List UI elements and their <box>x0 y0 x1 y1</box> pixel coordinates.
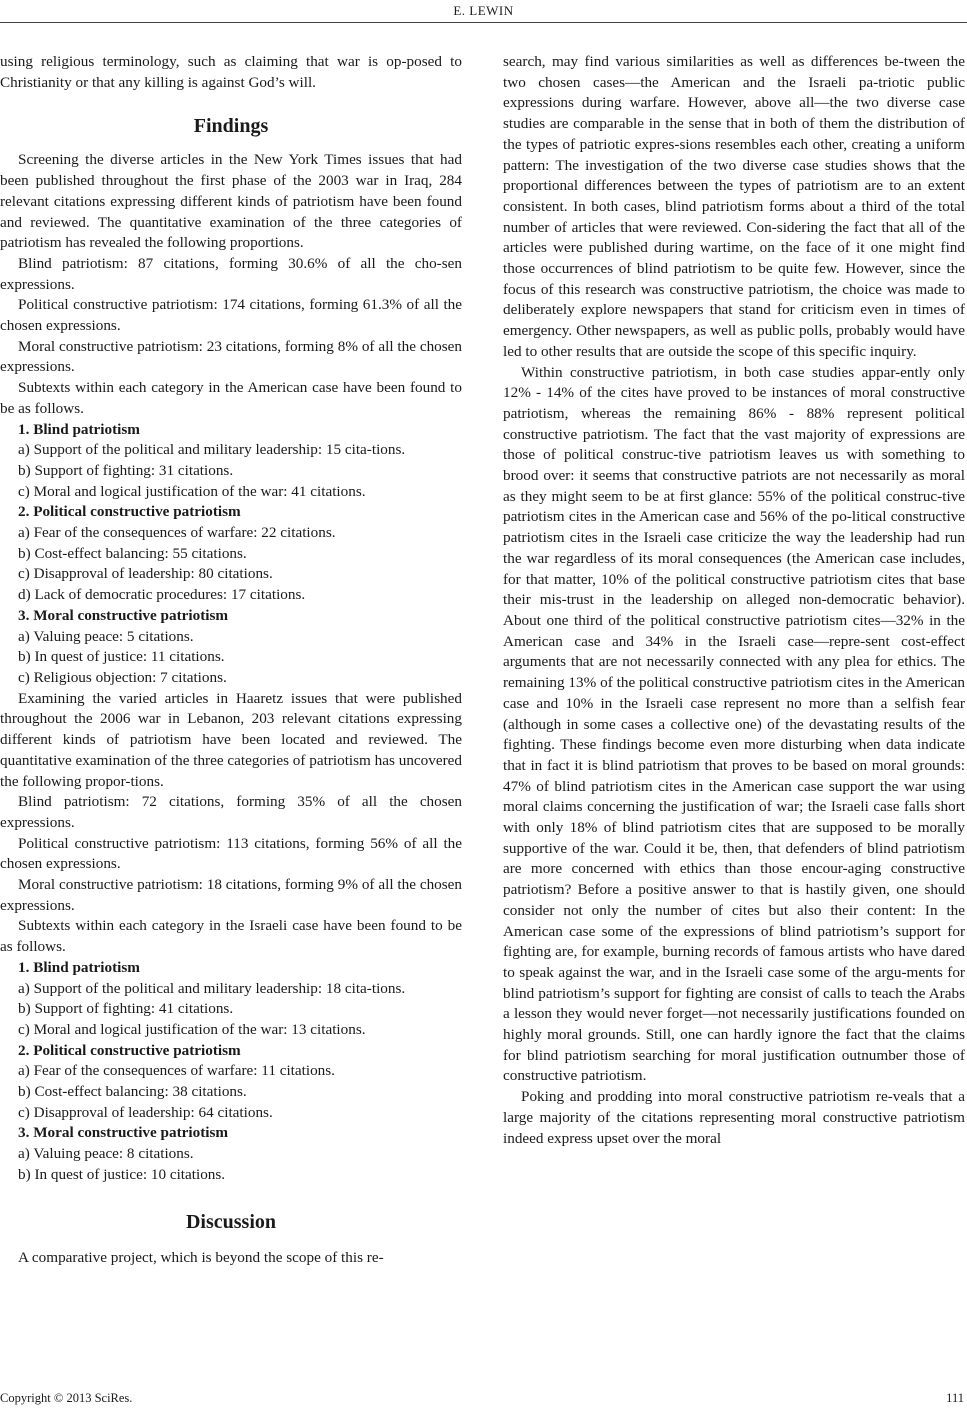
running-head: E. LEWIN <box>453 3 514 18</box>
us-political-stat: Political constructive patriotism: 174 citations, forming 61.3% of all the chosen expressions. <box>0 296 462 335</box>
findings-heading: Findings <box>193 115 269 138</box>
il-subtexts-intro: Subtexts within each category in the Israeli case have been found to be as follows. <box>0 917 462 956</box>
nyt-paragraph: Screening the diverse articles in the New York Times issues that had been published throughout the first phase of the 2003 war in Iraq, 284 relevant citations expressing different kinds of patriotism have been found and reviewed. The quantitative examination of the three categories of patriotism has revealed the following proportions. <box>0 151 462 252</box>
us-category-1-item: a) Support of the political and military leadership: 15 cita-tions. <box>18 441 406 459</box>
us-category-2-item: d) Lack of democratic procedures: 17 citations. <box>18 586 306 604</box>
il-category-2-title: 2. Political constructive patriotism <box>18 1041 241 1059</box>
right-column <box>503 52 965 1149</box>
il-category-2-item: b) Cost-effect balancing: 38 citations. <box>18 1083 247 1101</box>
us-blind-stat: Blind patriotism: 87 citations, forming 30.6% of all the cho-sen expressions. <box>0 254 462 293</box>
moral-constructive-paragraph: Poking and prodding into moral constructive patriotism re-veals that a large majority of the citations representing moral constructive patriotism indeed express upset over the moral <box>503 1088 965 1147</box>
il-category-1-item: c) Moral and logical justification of the war: 13 citations. <box>18 1020 366 1038</box>
il-category-2-item: c) Disapproval of leadership: 64 citations. <box>18 1103 273 1121</box>
us-category-3-item: b) In quest of justice: 11 citations. <box>18 648 225 666</box>
header-rule <box>0 22 967 23</box>
il-category-1-item: b) Support of fighting: 41 citations. <box>18 1000 234 1018</box>
il-category-1-item: a) Support of the political and military leadership: 18 cita-tions. <box>18 979 406 997</box>
us-category-3-title: 3. Moral constructive patriotism <box>18 606 229 624</box>
page-number: 111 <box>946 1391 964 1405</box>
discussion-paragraph-start: A comparative project, which is beyond the scope of this re- <box>18 1248 384 1266</box>
us-category-2-title: 2. Political constructive patriotism <box>18 503 241 521</box>
us-category-2-item: a) Fear of the consequences of warfare: 22 citations. <box>18 524 336 542</box>
intro-tail-paragraph: using religious terminology, such as claiming that war is op-posed to Christianity or that any killing is against God’s will. <box>0 53 462 91</box>
il-category-3-item: a) Valuing peace: 8 citations. <box>18 1145 194 1163</box>
us-category-2-item: c) Disapproval of leadership: 80 citations. <box>18 565 273 583</box>
il-category-2-item: a) Fear of the consequences of warfare: 11 citations. <box>18 1062 335 1080</box>
us-category-3-item: c) Religious objection: 7 citations. <box>18 668 227 686</box>
us-category-1-title: 1. Blind patriotism <box>18 420 140 438</box>
us-category-1-item: c) Moral and logical justification of the war: 41 citations. <box>18 482 366 500</box>
us-category-2-item: b) Cost-effect balancing: 55 citations. <box>18 544 247 562</box>
il-category-3-title: 3. Moral constructive patriotism <box>18 1124 229 1142</box>
left-column <box>0 52 462 1268</box>
haaretz-paragraph: Examining the varied articles in Haaretz issues that were published throughout the 2006 war in Lebanon, 203 relevant citations expressing different kinds of patriotism have been located and reviewed. The quantitative examination of the three categories of patriotism has uncovered the following propor-tions. <box>0 689 462 790</box>
constructive-patriotism-paragraph: Within constructive patriotism, in both case studies appar-ently only 12% - 14% of the cites have proved to be instances of moral constructive patriotism, whereas the remaining 86% - 88% represent political constructive patriotism. The fact that the vast majority of expressions are those of political construc-tive patriotism leaves us with something to brood over: it seems that constructive patriots are not necessarily as moral as they might seem to be at first glance: 55% of the political construc-tive patriotism cites in the American case and 56% of the po-litical constructive patriotism cites in the Israeli case criticize the way the leadership had run the war regardless of its moral consequences (the American case includes, for that matter, 10% of the political constructive patriotism cites that base their mis-trust in the leadership on alleged non-democratic behavior). About one third of the political constructive patriotism cites—32% in the American case and 34% in the Israeli case—repre-sent cost-effect arguments that are not necessarily connected with any plea for ethics. The remaining 13% of the political constructive patriotism cites in the American case and 10% in the Israeli case represent no more than a selfish fear (although in some cases a collective one) of the devastating results of the fighting. These findings become even more disturbing when data indicate that in fact it is blind patriotism that proves to be based on moral grounds: 47% of blind patriotism cites in the American case support the war using moral claims concerning the justification of war; the Israeli case falls short with only 18% of blind patriotism cites that are supposed to be morally supportive of the war. Could it be, then, that defenders of blind patriotism are more concerned with ethics than those encour-aging constructive patriotism? Before a positive answer to that is hastily given, one should consider not only the number of cites but also their content: In the American case some of the expressions of blind patriotism’s support for fighting are, for example, burning records of famous artists who have dared to speak against the war, and in the Israeli case some of the argu-ments for blind patriotism’s support for fighting are consist of calls to teach the Arabs a lesson they would never forget—not necessarily justifications founded on highly moral grounds. Still, one can hardly ignore the fact that the claims for blind patriotism searching for moral justification outnumber those of constructive patriotism. <box>503 363 965 1085</box>
discussion-paragraph-continued: search, may find various similarities as well as differences be-tween the two chosen cases—the American and the Israeli pa-triotic public expressions during warfare. However, above all—the two diverse case studies are comparable in the sense that in both of them the distribution of the types of patriotic expres-sions resembles each other, creating a uniform pattern: The investigation of the two diverse case studies shows that the proportional differences between the types of patriotism are to an extent consistent. In both cases, blind patriotism forms about a third of the total number of articles that were reviewed. Con-sidering the fact that all of the articles were published during wartime, on the face of it one might find those occurrences of blind patriotism to be quite few. However, since the focus of this research was constructive patriotism, the choice was made to deliberately explore newspapers that stand for criticism even in times of emergency. Other newspapers, as well as public polls, probably would have led to other results that are outside the scope of this specific inquiry. <box>503 53 965 360</box>
il-political-stat: Political constructive patriotism: 113 citations, forming 56% of all the chosen expressions. <box>0 834 462 873</box>
il-category-3-item: b) In quest of justice: 10 citations. <box>18 1165 226 1183</box>
us-moral-stat: Moral constructive patriotism: 23 citations, forming 8% of all the chosen expressions. <box>0 337 462 376</box>
il-moral-stat: Moral constructive patriotism: 18 citations, forming 9% of all the chosen expressions. <box>0 876 462 914</box>
us-subtexts-intro: Subtexts within each category in the American case have been found to be as follows. <box>0 379 462 417</box>
copyright-notice: Copyright © 2013 SciRes. <box>0 1391 133 1405</box>
us-category-3-item: a) Valuing peace: 5 citations. <box>18 627 194 645</box>
il-blind-stat: Blind patriotism: 72 citations, forming 35% of all the chosen expressions. <box>0 793 462 831</box>
us-category-1-item: b) Support of fighting: 31 citations. <box>18 461 234 479</box>
discussion-heading: Discussion <box>185 1210 277 1233</box>
il-category-1-title: 1. Blind patriotism <box>18 958 140 976</box>
